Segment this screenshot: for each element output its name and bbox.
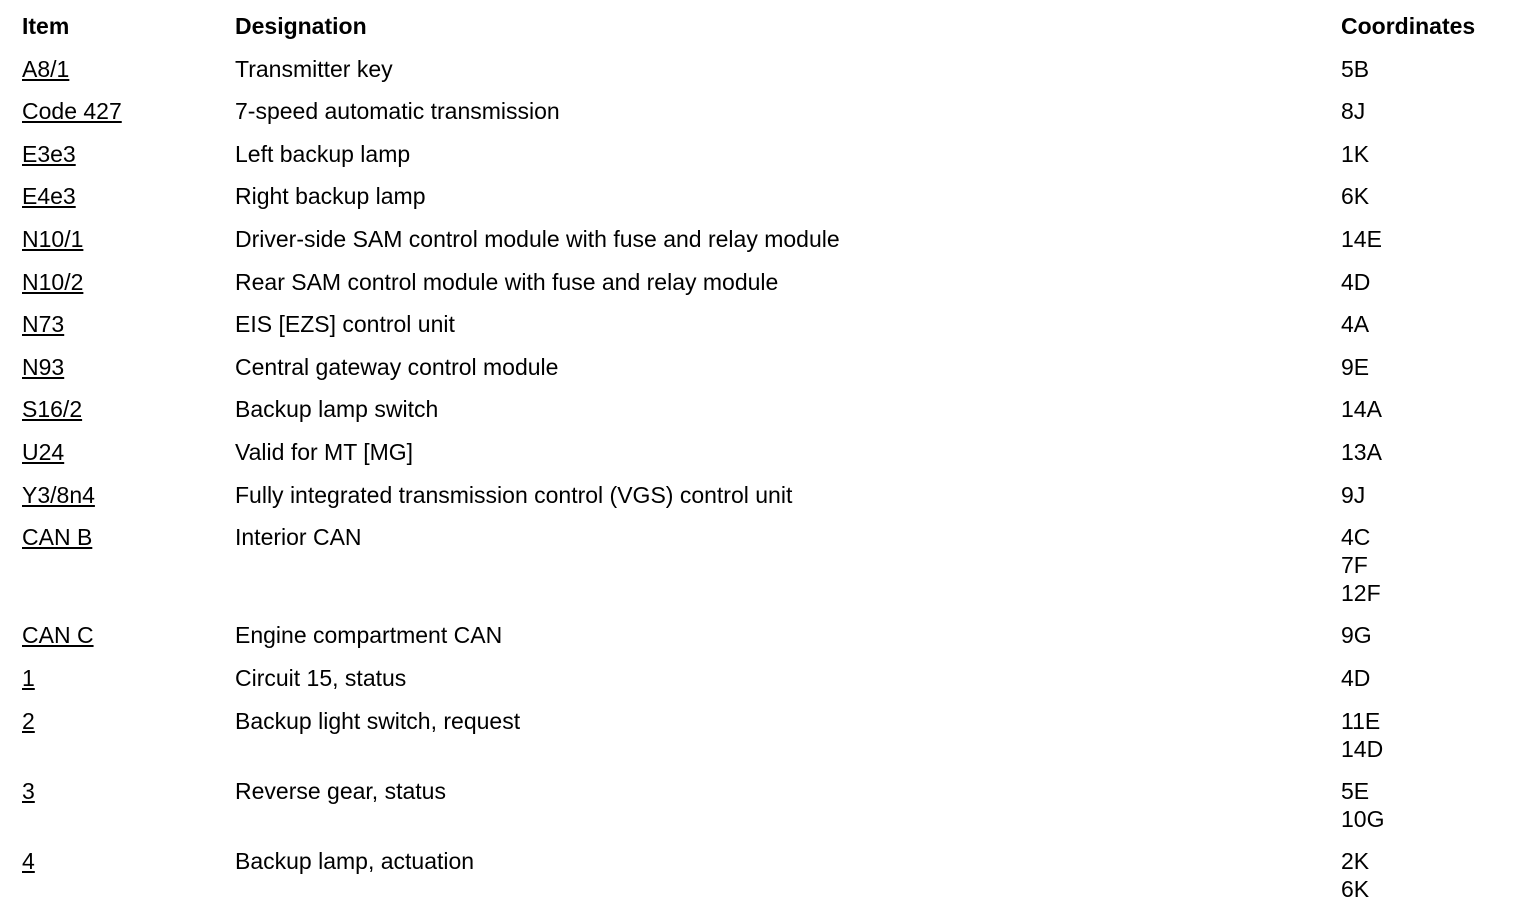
item-cell xyxy=(22,847,235,875)
designation-cell: Interior CAN xyxy=(235,524,362,551)
item-link[interactable]: N73 xyxy=(22,311,65,338)
item-link[interactable]: 3 xyxy=(22,777,35,804)
item-link[interactable]: CAN B xyxy=(22,524,93,551)
table-header xyxy=(22,12,1502,55)
designation-cell: 7-speed automatic transmission xyxy=(235,98,560,125)
coordinate-value: 6K xyxy=(1341,876,1370,903)
coordinates-cell xyxy=(1341,268,1502,296)
coordinates-cell xyxy=(1341,395,1502,423)
designation-cell: Driver-side SAM control module with fuse and relay module xyxy=(235,225,840,252)
coordinate-value: 1K xyxy=(1341,140,1370,167)
item-cell xyxy=(22,225,235,253)
item-link[interactable]: E3e3 xyxy=(22,140,76,167)
item-link[interactable]: N10/2 xyxy=(22,268,84,295)
item-link[interactable]: U24 xyxy=(22,438,65,465)
table-row xyxy=(22,481,1502,524)
coordinate-value: 5B xyxy=(1341,55,1370,82)
designation-cell: Transmitter key xyxy=(235,55,393,82)
item-link[interactable]: N10/1 xyxy=(22,225,84,252)
item-cell xyxy=(22,438,235,466)
coordinate-value: 9J xyxy=(1341,481,1366,508)
designation-cell: Backup lamp, actuation xyxy=(235,848,475,875)
coordinate-value: 14D xyxy=(1341,735,1384,762)
coordinates-cell xyxy=(1341,182,1502,210)
coordinate-value: 14E xyxy=(1341,225,1382,252)
coordinates-cell xyxy=(1341,664,1502,692)
item-link[interactable]: CAN C xyxy=(22,622,94,649)
coordinate-value: 4A xyxy=(1341,311,1370,338)
coordinate-value: 11E xyxy=(1341,707,1381,734)
table-row xyxy=(22,310,1502,353)
item-link[interactable]: E4e3 xyxy=(22,183,76,210)
coordinate-value: 6K xyxy=(1341,183,1370,210)
item-cell xyxy=(22,182,235,210)
table-row xyxy=(22,97,1502,140)
table-row xyxy=(22,225,1502,268)
table-row xyxy=(22,140,1502,183)
table-row xyxy=(22,707,1502,777)
table-row xyxy=(22,268,1502,311)
item-cell xyxy=(22,310,235,338)
coordinates-cell xyxy=(1341,523,1502,607)
header-item: Item xyxy=(22,13,70,39)
table-row xyxy=(22,621,1502,664)
designation-cell: Engine compartment CAN xyxy=(235,622,503,649)
item-cell xyxy=(22,621,235,649)
item-link[interactable]: Code 427 xyxy=(22,98,122,125)
item-link[interactable]: N93 xyxy=(22,353,65,380)
item-link[interactable]: 2 xyxy=(22,707,35,734)
item-cell xyxy=(22,707,235,735)
coordinates-cell xyxy=(1341,225,1502,253)
coordinate-value: 12F xyxy=(1341,580,1381,607)
item-cell xyxy=(22,395,235,423)
legend-table xyxy=(22,12,1502,918)
designation-cell: Backup lamp switch xyxy=(235,396,439,423)
coordinate-value: 9E xyxy=(1341,353,1370,380)
table-row xyxy=(22,55,1502,98)
designation-cell: Rear SAM control module with fuse and relay module xyxy=(235,268,779,295)
item-cell xyxy=(22,353,235,381)
item-cell xyxy=(22,523,235,551)
item-link[interactable]: Y3/8n4 xyxy=(22,481,95,508)
designation-cell: Reverse gear, status xyxy=(235,777,446,804)
item-cell xyxy=(22,664,235,692)
item-cell xyxy=(22,777,235,805)
item-cell xyxy=(22,481,235,509)
coordinates-cell xyxy=(1341,55,1502,83)
item-link[interactable]: 1 xyxy=(22,664,35,691)
coordinates-cell xyxy=(1341,481,1502,509)
designation-cell: Valid for MT [MG] xyxy=(235,438,414,465)
coordinate-value: 7F xyxy=(1341,552,1368,579)
coordinates-cell xyxy=(1341,353,1502,381)
coordinates-cell xyxy=(1341,310,1502,338)
coordinate-value: 14A xyxy=(1341,396,1382,423)
table-row xyxy=(22,438,1502,481)
table-row xyxy=(22,777,1502,847)
item-cell xyxy=(22,55,235,83)
coordinate-value: 5E xyxy=(1341,777,1370,804)
item-link[interactable]: 4 xyxy=(22,848,35,875)
coordinate-value: 4D xyxy=(1341,664,1371,691)
table-row xyxy=(22,523,1502,621)
coordinate-value: 8J xyxy=(1341,98,1366,125)
coordinates-cell xyxy=(1341,97,1502,125)
item-link[interactable]: S16/2 xyxy=(22,396,83,423)
coordinate-value: 10G xyxy=(1341,805,1385,832)
coordinate-value: 13A xyxy=(1341,438,1382,465)
item-cell xyxy=(22,268,235,296)
designation-cell: Central gateway control module xyxy=(235,353,559,380)
coordinates-cell xyxy=(1341,140,1502,168)
header-coordinates: Coordinates xyxy=(1341,13,1476,39)
item-cell xyxy=(22,140,235,168)
designation-cell: Circuit 15, status xyxy=(235,664,407,691)
coordinates-cell xyxy=(1341,707,1502,763)
designation-cell: Left backup lamp xyxy=(235,140,411,167)
table-row xyxy=(22,353,1502,396)
coordinate-value: 2K xyxy=(1341,848,1370,875)
header-designation: Designation xyxy=(235,13,367,39)
item-link[interactable]: A8/1 xyxy=(22,55,70,82)
coordinates-cell xyxy=(1341,621,1502,649)
item-cell xyxy=(22,97,235,125)
table-row xyxy=(22,395,1502,438)
designation-cell: EIS [EZS] control unit xyxy=(235,311,455,338)
table-body xyxy=(22,55,1502,918)
coordinates-cell xyxy=(1341,438,1502,466)
designation-cell: Fully integrated transmission control (VGS) control unit xyxy=(235,481,793,508)
table-row xyxy=(22,182,1502,225)
coordinate-value: 9G xyxy=(1341,622,1372,649)
coordinate-value: 4C xyxy=(1341,524,1371,551)
designation-cell: Backup light switch, request xyxy=(235,707,521,734)
coordinates-cell xyxy=(1341,847,1502,903)
table-row xyxy=(22,664,1502,707)
table-row xyxy=(22,847,1502,917)
coordinate-value: 4D xyxy=(1341,268,1371,295)
coordinates-cell xyxy=(1341,777,1502,833)
designation-cell: Right backup lamp xyxy=(235,183,426,210)
